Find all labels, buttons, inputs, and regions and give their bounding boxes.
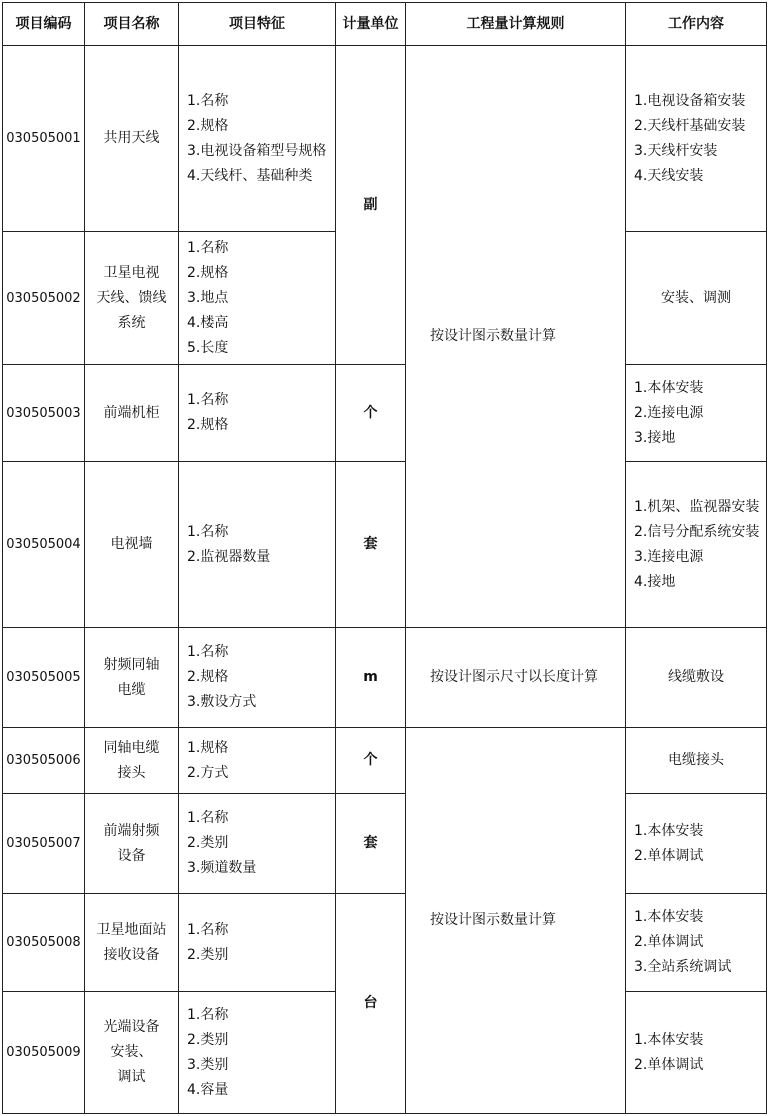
item-name-line: 电缆 (117, 681, 146, 698)
item-name (85, 365, 179, 462)
bill-of-quantities-table (2, 2, 767, 1114)
feature-line: 3.敷设方式 (187, 694, 257, 710)
header-unit: 计量单位 (336, 3, 406, 46)
item-code: 030505009 (3, 992, 85, 1114)
work-line: 1.电视设备箱安装 (634, 92, 746, 109)
item-features (179, 728, 336, 794)
work-content (626, 462, 767, 628)
item-name (85, 728, 179, 794)
header-features: 项目特征 (179, 3, 336, 46)
feature-line: 2.规格 (187, 264, 229, 281)
item-name (85, 894, 179, 992)
item-name-line: 天线、馈线 (96, 289, 167, 306)
work-line: 1.本体安装 (634, 822, 704, 839)
feature-line: 1.名称 (187, 92, 229, 109)
unit-cell: 副 (336, 46, 406, 365)
work-line: 1.本体安装 (634, 1031, 704, 1048)
work-content (626, 728, 767, 794)
item-features (179, 232, 336, 365)
item-name (85, 462, 179, 628)
feature-line: 3.地点 (187, 289, 229, 306)
feature-line: 1.名称 (187, 644, 229, 660)
rule-cell: 按设计图示数量计算 (406, 728, 626, 1114)
work-line: 电缆接头 (668, 752, 724, 768)
unit-cell: 套 (336, 794, 406, 894)
item-code: 030505006 (3, 728, 85, 794)
unit-cell: 个 (336, 728, 406, 794)
feature-line: 1.名称 (187, 392, 229, 408)
feature-line: 2.类别 (187, 1031, 229, 1048)
feature-line: 4.天线杆、基础种类 (187, 167, 313, 184)
work-line: 1.本体安装 (634, 909, 704, 925)
item-features (179, 628, 336, 728)
item-features (179, 462, 336, 628)
rule-cell: 按设计图示尺寸以长度计算 (406, 628, 626, 728)
item-name-line: 安装、 (110, 1044, 153, 1060)
feature-line: 3.类别 (187, 1056, 229, 1073)
item-name-line: 射频同轴 (103, 656, 160, 673)
table-row (3, 628, 767, 728)
work-line: 3.接地 (634, 429, 676, 446)
table-row (3, 728, 767, 794)
item-name (85, 794, 179, 894)
work-line: 2.连接电源 (634, 404, 704, 421)
work-line: 3.天线杆安装 (634, 142, 718, 159)
feature-line: 1.名称 (187, 239, 229, 256)
item-name-line: 光端设备 (103, 1019, 160, 1035)
feature-line: 2.监视器数量 (187, 548, 271, 565)
work-line: 3.全站系统调试 (634, 959, 732, 975)
feature-line: 3.电视设备箱型号规格 (187, 142, 327, 159)
feature-line: 2.类别 (187, 835, 229, 851)
item-code: 030505008 (3, 894, 85, 992)
unit-cell: 台 (336, 894, 406, 1114)
header-code: 项目编码 (3, 3, 85, 46)
unit-cell: m (336, 628, 406, 728)
item-name-line: 卫星电视 (103, 264, 160, 281)
item-features (179, 46, 336, 232)
feature-line: 2.类别 (187, 946, 229, 963)
header-rule: 工程量计算规则 (406, 3, 626, 46)
item-name (85, 46, 179, 232)
item-name (85, 232, 179, 365)
unit-cell: 个 (336, 365, 406, 462)
table-row (3, 794, 767, 894)
work-line: 2.单体调试 (634, 934, 704, 950)
item-name-line: 电视墙 (110, 536, 153, 552)
item-name-line: 调试 (117, 1069, 146, 1085)
work-content (626, 46, 767, 232)
work-line: 4.天线安装 (634, 167, 704, 184)
item-features (179, 365, 336, 462)
item-name (85, 628, 179, 728)
work-line: 安装、调测 (661, 289, 731, 306)
work-line: 2.天线杆基础安装 (634, 117, 746, 134)
work-line: 1.机架、监视器安装 (634, 498, 760, 515)
feature-line: 1.名称 (187, 921, 229, 938)
feature-line: 1.名称 (187, 523, 229, 540)
work-line: 2.单体调试 (634, 1056, 704, 1073)
work-line: 4.接地 (634, 573, 676, 590)
work-content (626, 365, 767, 462)
feature-line: 3.频道数量 (187, 860, 257, 876)
unit-cell: 套 (336, 462, 406, 628)
feature-line: 4.容量 (187, 1081, 229, 1098)
item-code: 030505002 (3, 232, 85, 365)
feature-line: 1.规格 (187, 739, 229, 756)
item-name-line: 卫星地面站 (96, 921, 167, 938)
item-name-line: 接收设备 (103, 946, 160, 963)
work-line: 2.信号分配系统安装 (634, 523, 760, 540)
item-name-line: 共用天线 (103, 130, 160, 146)
item-code: 030505007 (3, 794, 85, 894)
item-name-line: 系统 (117, 314, 146, 331)
work-line: 3.连接电源 (634, 548, 704, 565)
item-name-line: 设备 (117, 847, 146, 864)
item-code: 030505004 (3, 462, 85, 628)
work-content (626, 232, 767, 365)
feature-line: 1.名称 (187, 810, 229, 826)
item-features (179, 794, 336, 894)
header-row (3, 3, 767, 46)
rule-cell: 按设计图示数量计算 (406, 46, 626, 628)
work-line: 线缆敷设 (668, 669, 724, 685)
feature-line: 2.方式 (187, 764, 229, 781)
table-row (3, 365, 767, 462)
item-name-line: 前端射频 (103, 822, 160, 839)
table-row (3, 46, 767, 232)
item-name-line: 接头 (117, 764, 146, 781)
header-name: 项目名称 (85, 3, 179, 46)
feature-line: 5.长度 (187, 339, 229, 356)
item-features (179, 992, 336, 1114)
work-content (626, 794, 767, 894)
work-content (626, 894, 767, 992)
work-line: 2.单体调试 (634, 847, 704, 864)
work-content (626, 628, 767, 728)
table-row (3, 894, 767, 992)
feature-line: 4.楼高 (187, 314, 229, 331)
feature-line: 1.名称 (187, 1006, 229, 1023)
work-line: 1.本体安装 (634, 379, 704, 396)
item-code: 030505003 (3, 365, 85, 462)
item-code: 030505001 (3, 46, 85, 232)
item-code: 030505005 (3, 628, 85, 728)
table-row (3, 462, 767, 628)
item-name (85, 992, 179, 1114)
feature-line: 2.规格 (187, 417, 229, 433)
item-name-line: 前端机柜 (103, 404, 160, 421)
work-content (626, 992, 767, 1114)
feature-line: 2.规格 (187, 669, 229, 685)
feature-line: 2.规格 (187, 117, 229, 134)
item-features (179, 894, 336, 992)
item-name-line: 同轴电缆 (103, 739, 160, 756)
header-work: 工作内容 (626, 3, 767, 46)
